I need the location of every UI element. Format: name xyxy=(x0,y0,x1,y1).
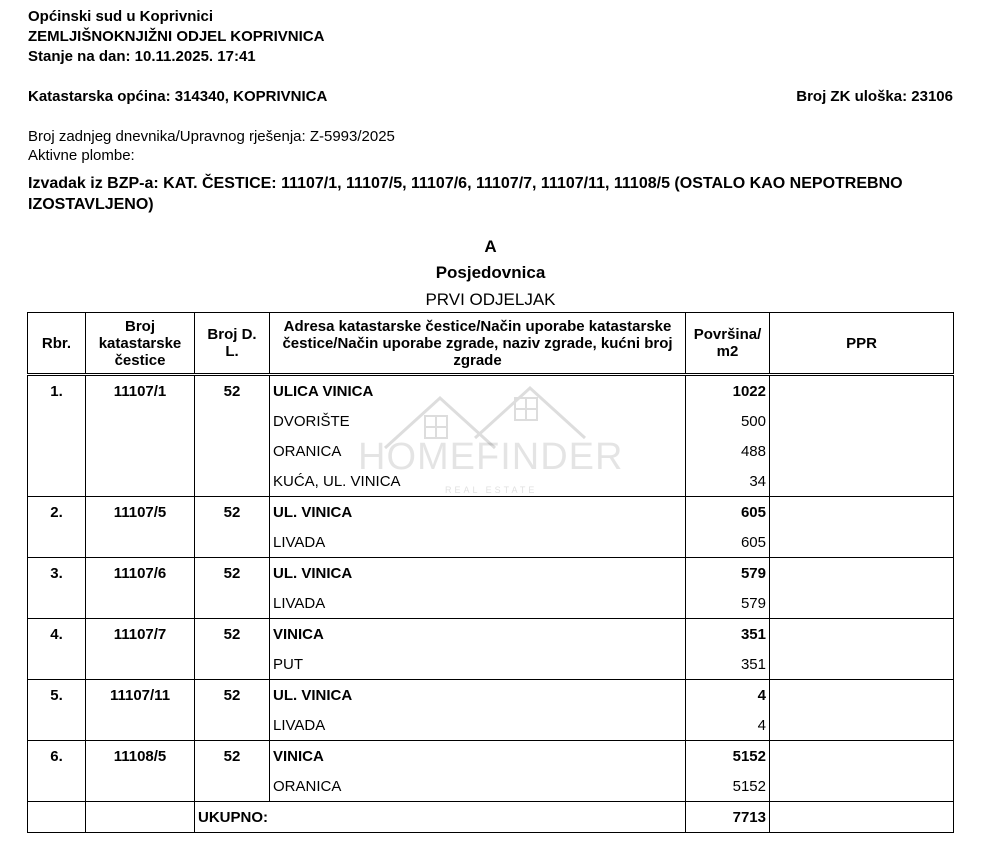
table-row xyxy=(28,406,954,436)
watermark-subtitle: REAL ESTATE xyxy=(445,485,538,495)
use-description: DVORIŠTE xyxy=(270,406,686,436)
use-area: 488 xyxy=(686,436,770,466)
table-row xyxy=(28,710,954,741)
table-row xyxy=(28,527,954,558)
col-header-dl: Broj D. L. xyxy=(195,313,270,375)
use-area: 579 xyxy=(686,588,770,619)
table-row xyxy=(28,680,954,711)
parcel-number: 11107/5 xyxy=(86,497,195,528)
parcel-area: 605 xyxy=(686,497,770,528)
dl-number: 52 xyxy=(195,558,270,589)
parcel-description: UL. VINICA xyxy=(270,497,686,528)
row-number: 5. xyxy=(28,680,86,711)
ppr-cell xyxy=(770,558,954,589)
ppr-cell xyxy=(770,497,954,528)
table-row xyxy=(28,375,954,407)
watermark-brand: HOMEFINDER xyxy=(358,436,624,478)
parcel-description: UL. VINICA xyxy=(270,680,686,711)
section-letter: A xyxy=(484,237,497,256)
table-row xyxy=(28,497,954,528)
zk-number: Broj ZK uloška: 23106 xyxy=(796,88,953,105)
parcel-area: 579 xyxy=(686,558,770,589)
col-header-rbr: Rbr. xyxy=(28,313,86,375)
parcel-description: VINICA xyxy=(270,619,686,650)
last-journal-entry: Broj zadnjeg dnevnika/Upravnog rješenja: Z-5993/2025 xyxy=(28,128,395,145)
active-seals: Aktivne plombe: xyxy=(28,147,135,164)
dl-number: 52 xyxy=(195,741,270,772)
row-number: 4. xyxy=(28,619,86,650)
parcel-number: 11107/7 xyxy=(86,619,195,650)
use-description: LIVADA xyxy=(270,588,686,619)
table-row xyxy=(28,771,954,802)
use-area: 605 xyxy=(686,527,770,558)
table-header-row xyxy=(28,313,954,375)
table-row xyxy=(28,741,954,772)
parcel-number: 11107/11 xyxy=(86,680,195,711)
parcel-description: UL. VINICA xyxy=(270,558,686,589)
table-row xyxy=(28,649,954,680)
col-header-area: Površina/ m2 xyxy=(686,313,770,375)
row-number: 1. xyxy=(28,375,86,407)
parcel-area: 5152 xyxy=(686,741,770,772)
use-area: 500 xyxy=(686,406,770,436)
parcel-number: 11108/5 xyxy=(86,741,195,772)
cadastral-municipality: Katastarska općina: 314340, KOPRIVNICA xyxy=(28,88,328,105)
use-description: ORANICA xyxy=(270,436,686,466)
row-number: 3. xyxy=(28,558,86,589)
total-area: 7713 xyxy=(686,802,770,833)
table-row xyxy=(28,619,954,650)
total-row xyxy=(28,802,954,833)
use-description: LIVADA xyxy=(270,710,686,741)
use-area: 34 xyxy=(686,466,770,497)
parcel-description: ULICA VINICA xyxy=(270,375,686,407)
section-part: PRVI ODJELJAK xyxy=(425,290,556,309)
col-header-parcel: Broj katastarske čestice xyxy=(86,313,195,375)
use-description: LIVADA xyxy=(270,527,686,558)
parcel-number: 11107/6 xyxy=(86,558,195,589)
dl-number: 52 xyxy=(195,619,270,650)
parcel-description: VINICA xyxy=(270,741,686,772)
col-header-ppr: PPR xyxy=(770,313,954,375)
parcel-area: 4 xyxy=(686,680,770,711)
court-name: Općinski sud u Koprivnici xyxy=(28,8,214,25)
use-area: 5152 xyxy=(686,771,770,802)
use-description: KUĆA, UL. VINICA xyxy=(270,466,686,497)
table-row xyxy=(28,588,954,619)
possession-table xyxy=(27,312,954,833)
table-row xyxy=(28,558,954,589)
row-number: 2. xyxy=(28,497,86,528)
use-area: 351 xyxy=(686,649,770,680)
department-name: ZEMLJIŠNOKNJIŽNI ODJEL KOPRIVNICA xyxy=(28,28,325,45)
col-header-address: Adresa katastarske čestice/Način uporabe katastarske čestice/Način uporabe zgrade, naziv zgrade, kućni broj zgrade xyxy=(270,313,686,375)
use-area: 4 xyxy=(686,710,770,741)
dl-number: 52 xyxy=(195,680,270,711)
ppr-cell xyxy=(770,741,954,772)
total-label: UKUPNO: xyxy=(195,802,686,833)
parcel-area: 351 xyxy=(686,619,770,650)
extract-title: Izvadak iz BZP-a: KAT. ČESTICE: 11107/1, 11107/5, 11107/6, 11107/7, 11107/11, 11108/5 (OSTALO KAO NEPOTREBNO IZOSTAVLJENO) xyxy=(28,175,903,213)
use-description: ORANICA xyxy=(270,771,686,802)
ppr-cell xyxy=(770,619,954,650)
row-number: 6. xyxy=(28,741,86,772)
use-description: PUT xyxy=(270,649,686,680)
parcel-area: 1022 xyxy=(686,375,770,407)
ppr-cell xyxy=(770,375,954,407)
ppr-cell xyxy=(770,680,954,711)
dl-number: 52 xyxy=(195,497,270,528)
dl-number: 52 xyxy=(195,375,270,407)
state-date: Stanje na dan: 10.11.2025. 17:41 xyxy=(28,48,256,65)
section-name: Posjedovnica xyxy=(435,263,546,282)
parcel-number: 11107/1 xyxy=(86,375,195,407)
